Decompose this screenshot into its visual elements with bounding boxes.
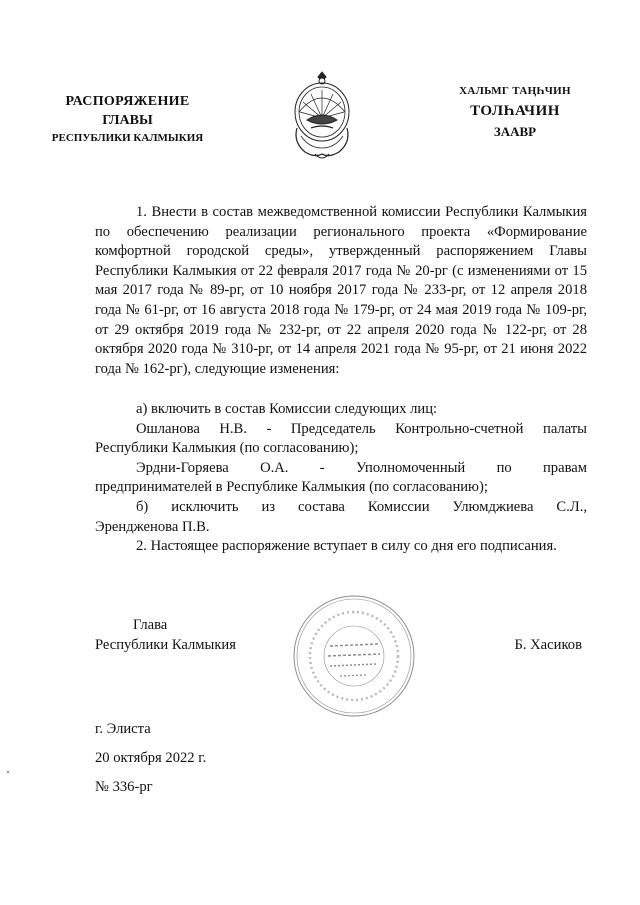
official-seal-icon [292, 594, 416, 718]
signer-name: Б. Хасиков [514, 636, 582, 653]
document-number: № 336-рг [95, 779, 153, 795]
signer-title-line2: Республики Калмыкия [95, 636, 236, 653]
sub-item-b-line-1: б) исключить из состава Комиссии Улюмджиева С.Л., [136, 498, 587, 515]
person-1-line-2: Республики Калмыкия (по согласованию); [95, 440, 359, 457]
document-footer [95, 720, 206, 807]
signer-title-line1: Глава [133, 617, 168, 633]
person-1-line-1: Ошланова Н.В. - Председатель Контрольно-счетной палаты [136, 420, 587, 437]
point-2-paragraph: 2. Настоящее распоряжение вступает в силу со дня его подписания. [136, 538, 557, 555]
doc-region-title: РЕСПУБЛИКИ КАЛМЫКИЯ [51, 132, 204, 144]
header-left-block [40, 92, 215, 146]
doc-issuer-title: ГЛАВЫ [102, 113, 153, 128]
coat-of-arms-icon [289, 68, 355, 164]
kalmyk-title-line2: ТОЛҺАЧИН [470, 103, 560, 119]
signature-block [95, 616, 587, 655]
doc-type-title: РАСПОРЯЖЕНИЕ [65, 94, 190, 109]
sub-item-b-line-2: Эрендженова П.В. [95, 518, 210, 535]
header-right-block [440, 82, 590, 142]
person-2-line-2: предпринимателей в Республике Калмыкия (по согласованию); [95, 479, 488, 496]
amendments-block [95, 400, 587, 557]
scan-mark [7, 771, 9, 773]
kalmyk-title-line3: ЗААВР [493, 124, 537, 139]
kalmyk-title-line1: ХАЛЬМГ ТАҢҺЧИН [459, 85, 571, 97]
point-1-paragraph: 1. Внести в состав межведомственной комиссии Республики Калмыкия по обеспечению реализации регионального проекта «Формирование комфортной городской среды», утвержденный распоряжением Главы Республики Калмыкия от 22 февраля 2017 года № 20-рг (с изменениями от 15 мая 2017 года № 89-рг, от 10 ноября 2017 года № 233-рг, от 12 апреля 2018 года № 61-рг, от 16 августа 2018 года № 179-рг, от 24 мая 2019 года № 109-рг, от 29 октября 2019 года № 232-рг, от 22 апреля 2020 года № 122-рг, от 28 октября 2020 года № 310-рг, от 14 апреля 2021 года № 95-рг, от 21 июня 2022 года № 162-рг), следующие изменения: [95, 204, 587, 377]
issue-date: 20 октября 2022 г. [95, 750, 207, 766]
person-2-line-1: Эрдни-Горяева О.А. - Уполномоченный по правам [136, 459, 587, 476]
issue-city: г. Элиста [95, 721, 151, 737]
sub-item-a: а) включить в состав Комиссии следующих лиц: [136, 401, 438, 417]
